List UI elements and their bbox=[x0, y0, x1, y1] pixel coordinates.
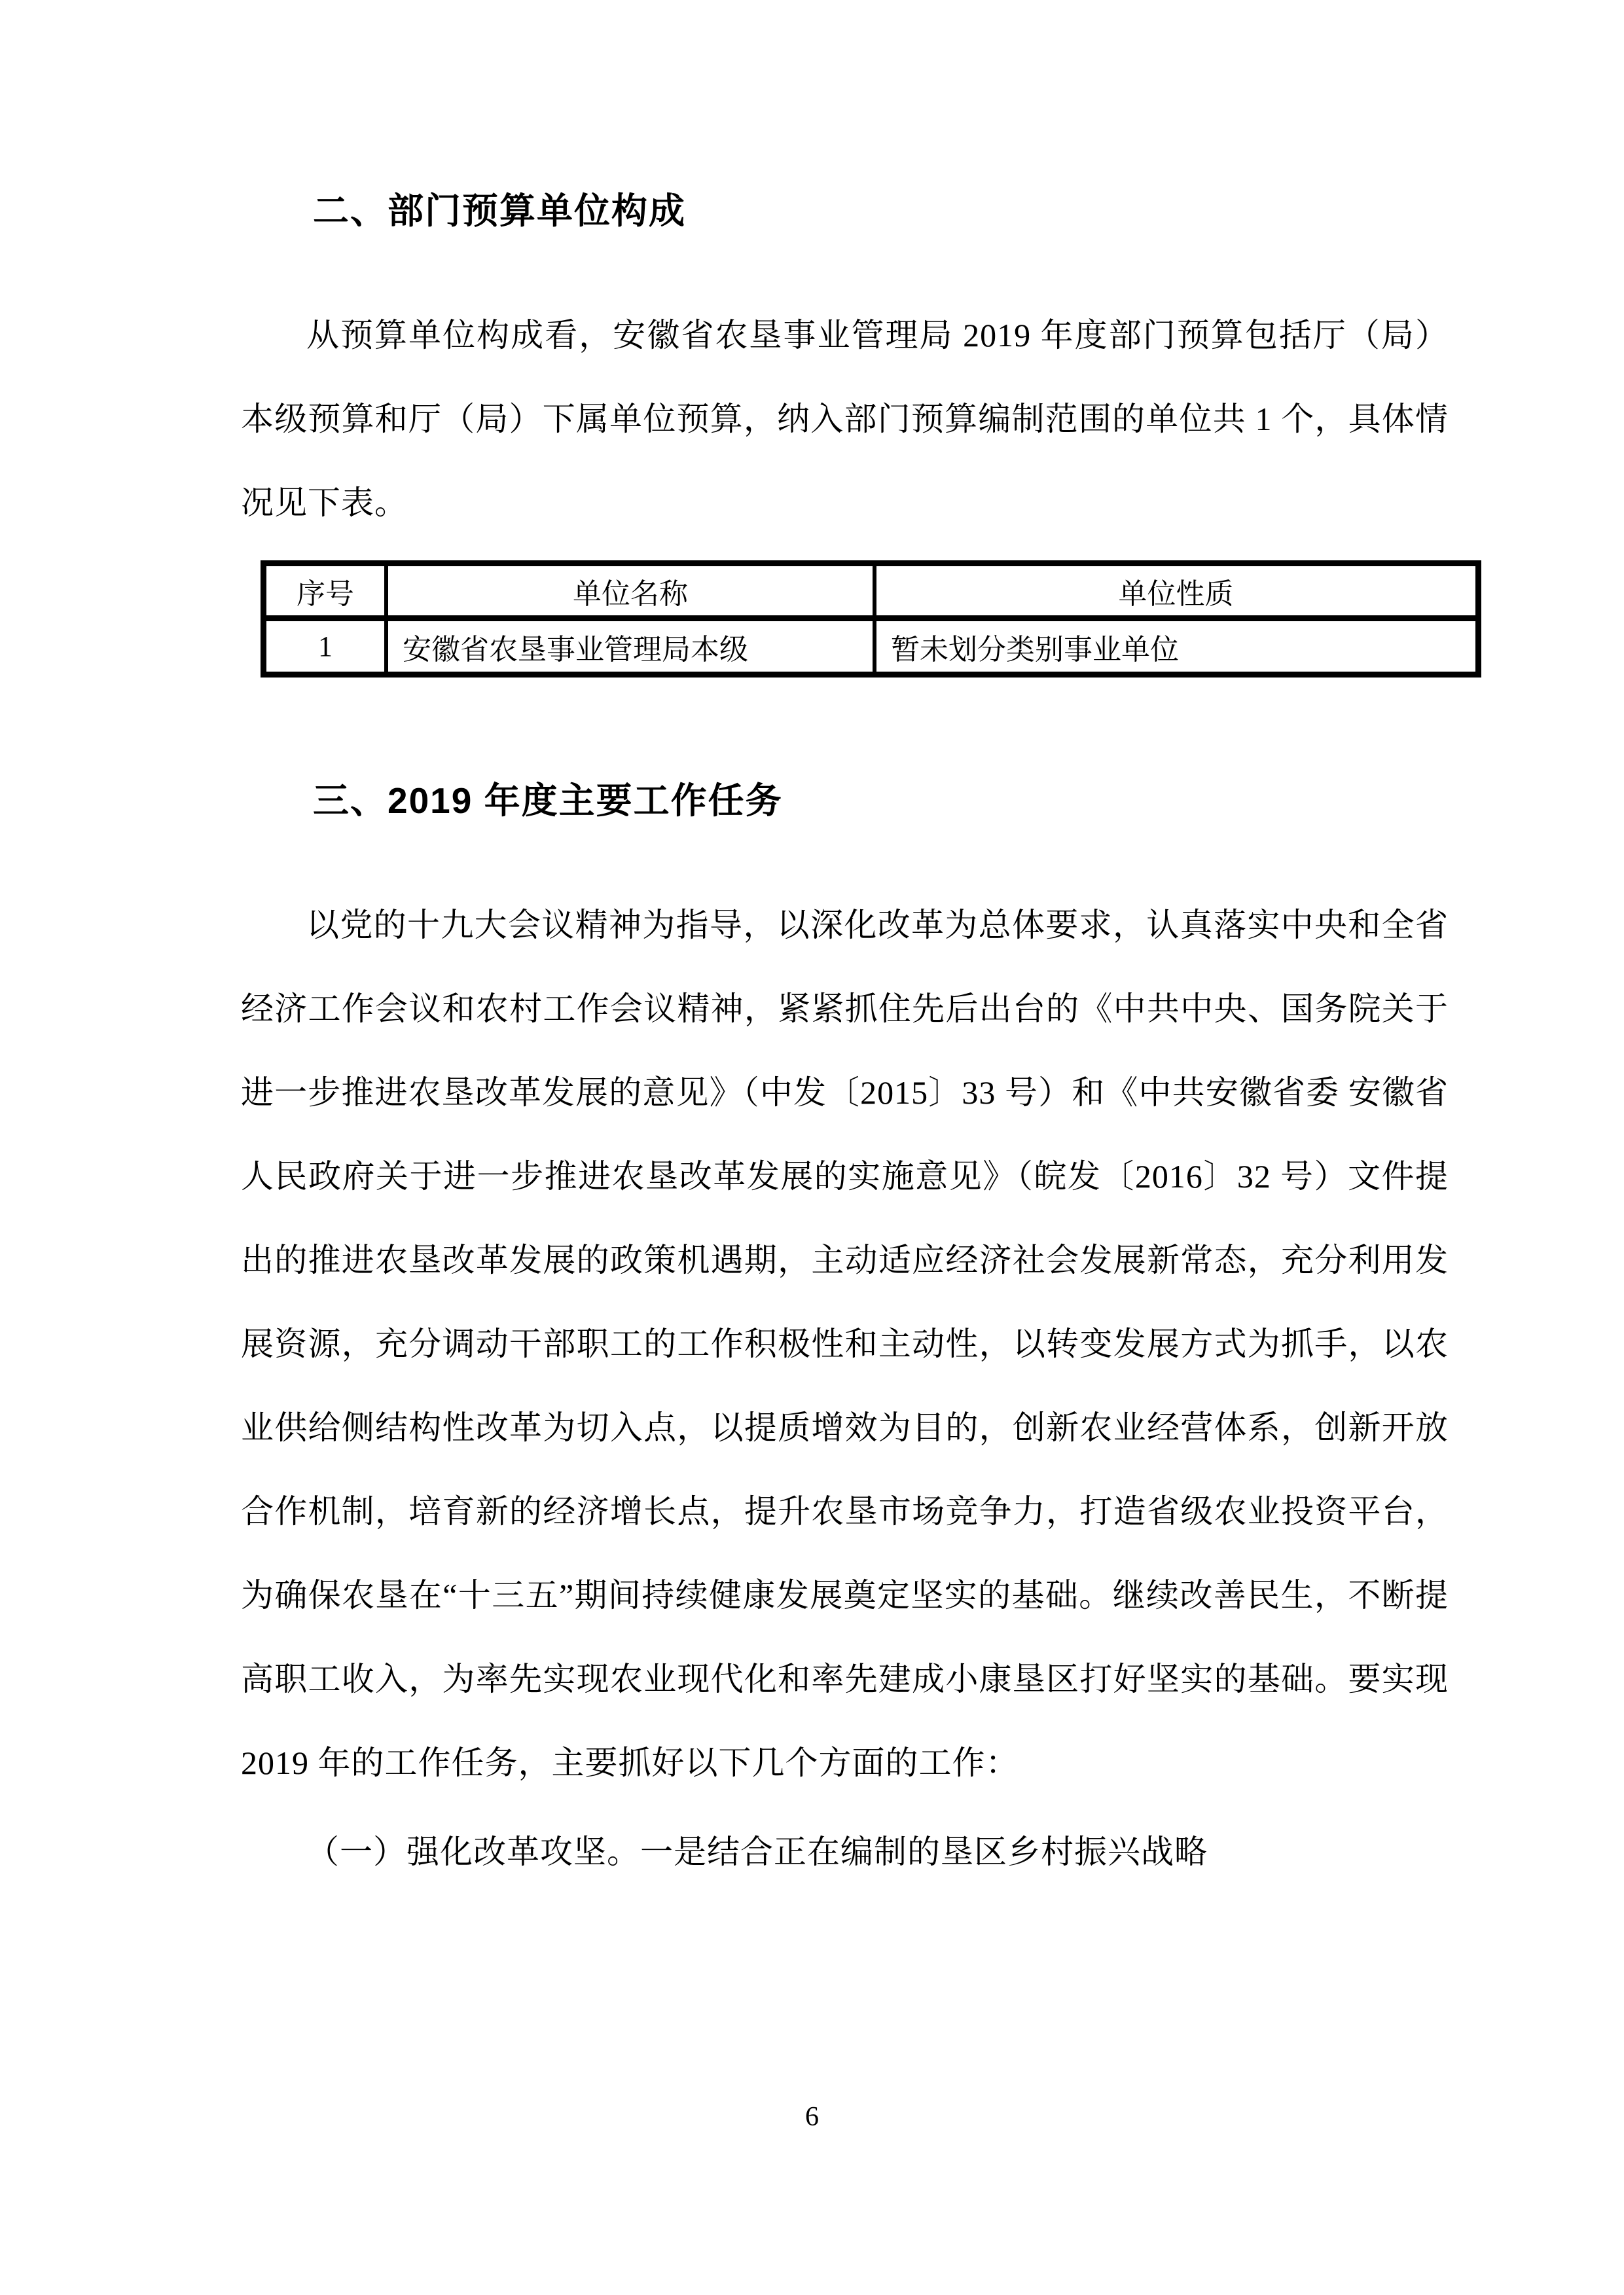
table-header-row bbox=[264, 564, 1479, 619]
paragraph-work-tasks: 以党的十九大会议精神为指导，以深化改革为总体要求，认真落实中央和全省经济工作会议和农村工作会议精神，紧紧抓住先后出台的《中共中央、国务院关于进一步推进农垦改革发展的意见》（中发〔2015〕33 号）和《中共安徽省委 安徽省人民政府关于进一步推进农垦改革发展的实施意见》（皖发〔2016〕32 号）文件提出的推进农垦改革发展的政策机遇期，主动适应经济社会发展新常态，充分利用发展资源，充分调动干部职工的工作积极性和主动性，以转变发展方式为抓手，以农业供给侧结构性改革为切入点，以提质增效为目的，创新农业经营体系，创新开放合作机制，培育新的经济增长点，提升农垦市场竞争力，打造省级农业投资平台，为确保农垦在“十三五”期间持续健康发展奠定坚实的基础。继续改善民生，不断提高职工收入，为率先实现农业现代化和率先建成小康垦区打好坚实的基础。要实现 2019 年的工作任务，主要抓好以下几个方面的工作： bbox=[241, 907, 1449, 1781]
table-cell-unit-name: 安徽省农垦事业管理局本级 bbox=[386, 619, 875, 675]
table-header-unit-type: 单位性质 bbox=[875, 564, 1478, 619]
table-cell-index: 1 bbox=[264, 619, 386, 675]
page-number: 6 bbox=[805, 2102, 819, 2132]
table-row bbox=[264, 619, 1479, 675]
section-heading-work-tasks: 三、2019 年度主要工作任务 bbox=[313, 780, 783, 821]
paragraph-reform-item-1: （一）强化改革攻坚。一是结合正在编制的垦区乡村振兴战略 bbox=[306, 1834, 1208, 1870]
budget-units-table bbox=[261, 560, 1481, 678]
table-header-index: 序号 bbox=[264, 564, 386, 619]
table-cell-unit-type: 暂未划分类别事业单位 bbox=[875, 619, 1478, 675]
section-heading-budget-units: 二、部门预算单位构成 bbox=[313, 190, 687, 231]
paragraph-budget-units: 从预算单位构成看，安徽省农垦事业管理局 2019 年度部门预算包括厅（局）本级预算和厅（局）下属单位预算，纳入部门预算编制范围的单位共 1 个，具体情况见下表。 bbox=[241, 317, 1449, 521]
table-header-unit-name: 单位名称 bbox=[386, 564, 875, 619]
